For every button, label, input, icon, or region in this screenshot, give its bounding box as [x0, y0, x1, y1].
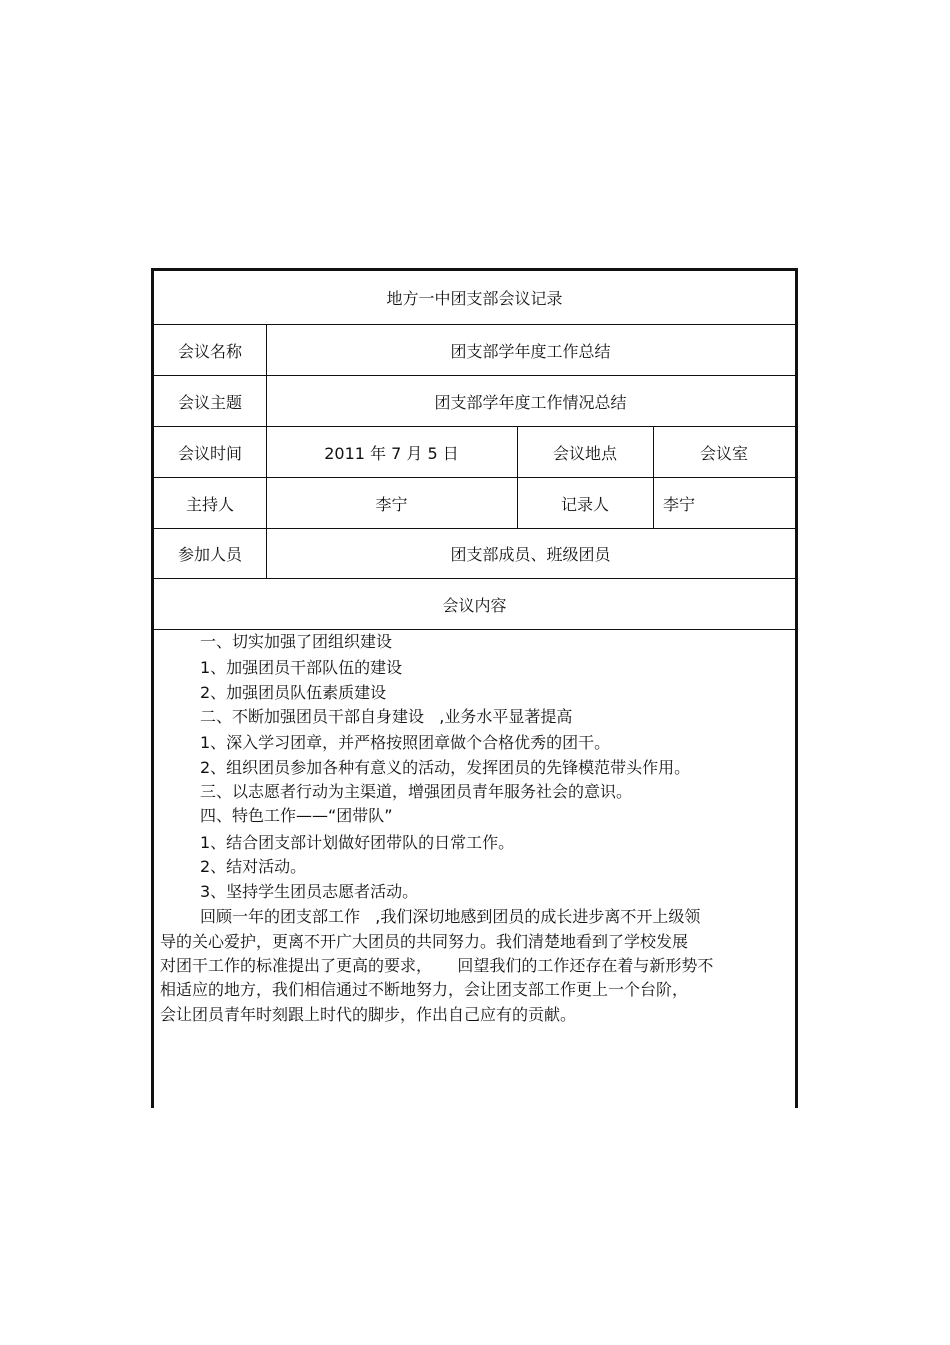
meeting-name-value: 团支部学年度工作总结 — [450, 341, 611, 361]
content-line: 1、深入学习团章，并严格按照团章做个合格优秀的团干。 — [200, 733, 611, 752]
meeting-record-table — [151, 268, 798, 1108]
content-line: 回顾一年的团支部工作 ,我们深切地感到团员的成长进步离不开上级领 — [200, 907, 701, 926]
content-line: 一、切实加强了团组织建设 — [200, 632, 393, 651]
attendees-label: 参加人员 — [177, 545, 242, 564]
content-line: 2、结对活动。 — [200, 857, 307, 876]
attendees-row — [154, 529, 795, 579]
content-line: 1、结合团支部计划做好团带队的日常工作。 — [200, 833, 515, 852]
meeting-time-value: 2011 年 7 月 5 日 — [324, 443, 459, 463]
content-line: 四、特色工作——“团带队” — [200, 806, 393, 825]
content-line: 相适应的地方，我们相信通过不断地努力，会让团支部工作更上一个台阶， — [160, 980, 689, 999]
meeting-place-label: 会议地点 — [552, 443, 617, 463]
attendees-value: 团支部成员、班级团员 — [450, 545, 611, 564]
content-line: 会让团员青年时刻跟上时代的脚步，作出自己应有的贡献。 — [160, 1005, 577, 1024]
content-header-row — [154, 579, 795, 630]
host-recorder-row — [154, 478, 795, 529]
recorder-label: 记录人 — [560, 494, 609, 514]
meeting-time-label: 会议时间 — [177, 443, 242, 463]
content-line: 3、坚持学生团员志愿者活动。 — [200, 882, 419, 901]
content-line: 1、加强团员干部队伍的建设 — [200, 658, 403, 677]
title-row — [154, 271, 795, 325]
content-header: 会议内容 — [442, 595, 507, 615]
meeting-content — [154, 630, 795, 1108]
recorder-value: 李宁 — [663, 494, 696, 514]
meeting-topic-label: 会议主题 — [177, 392, 242, 412]
content-line: 2、组织团员参加各种有意义的活动，发挥团员的先锋模范带头作用。 — [200, 758, 691, 777]
content-line: 三、以志愿者行动为主渠道，增强团员青年服务社会的意识。 — [200, 782, 633, 801]
content-line: 二、不断加强团员干部自身建设 ,业务水平显著提高 — [200, 707, 573, 726]
meeting-place-value: 会议室 — [699, 443, 748, 463]
host-label: 主持人 — [185, 494, 234, 514]
meeting-topic-value: 团支部学年度工作情况总结 — [434, 392, 627, 412]
meeting-topic-row — [154, 376, 795, 427]
content-line: 2、加强团员队伍素质建设 — [200, 683, 387, 702]
time-place-row — [154, 427, 795, 478]
content-line: 导的关心爱护，更离不开广大团员的共同努力。我们清楚地看到了学校发展 — [160, 932, 689, 951]
meeting-name-label: 会议名称 — [177, 341, 242, 361]
meeting-name-row — [154, 325, 795, 376]
content-line: 对团干工作的标准提出了更高的要求， 回望我们的工作还存在着与新形势不 — [160, 956, 714, 975]
host-value: 李宁 — [375, 494, 408, 514]
table-title: 地方一中团支部会议记录 — [386, 289, 563, 308]
